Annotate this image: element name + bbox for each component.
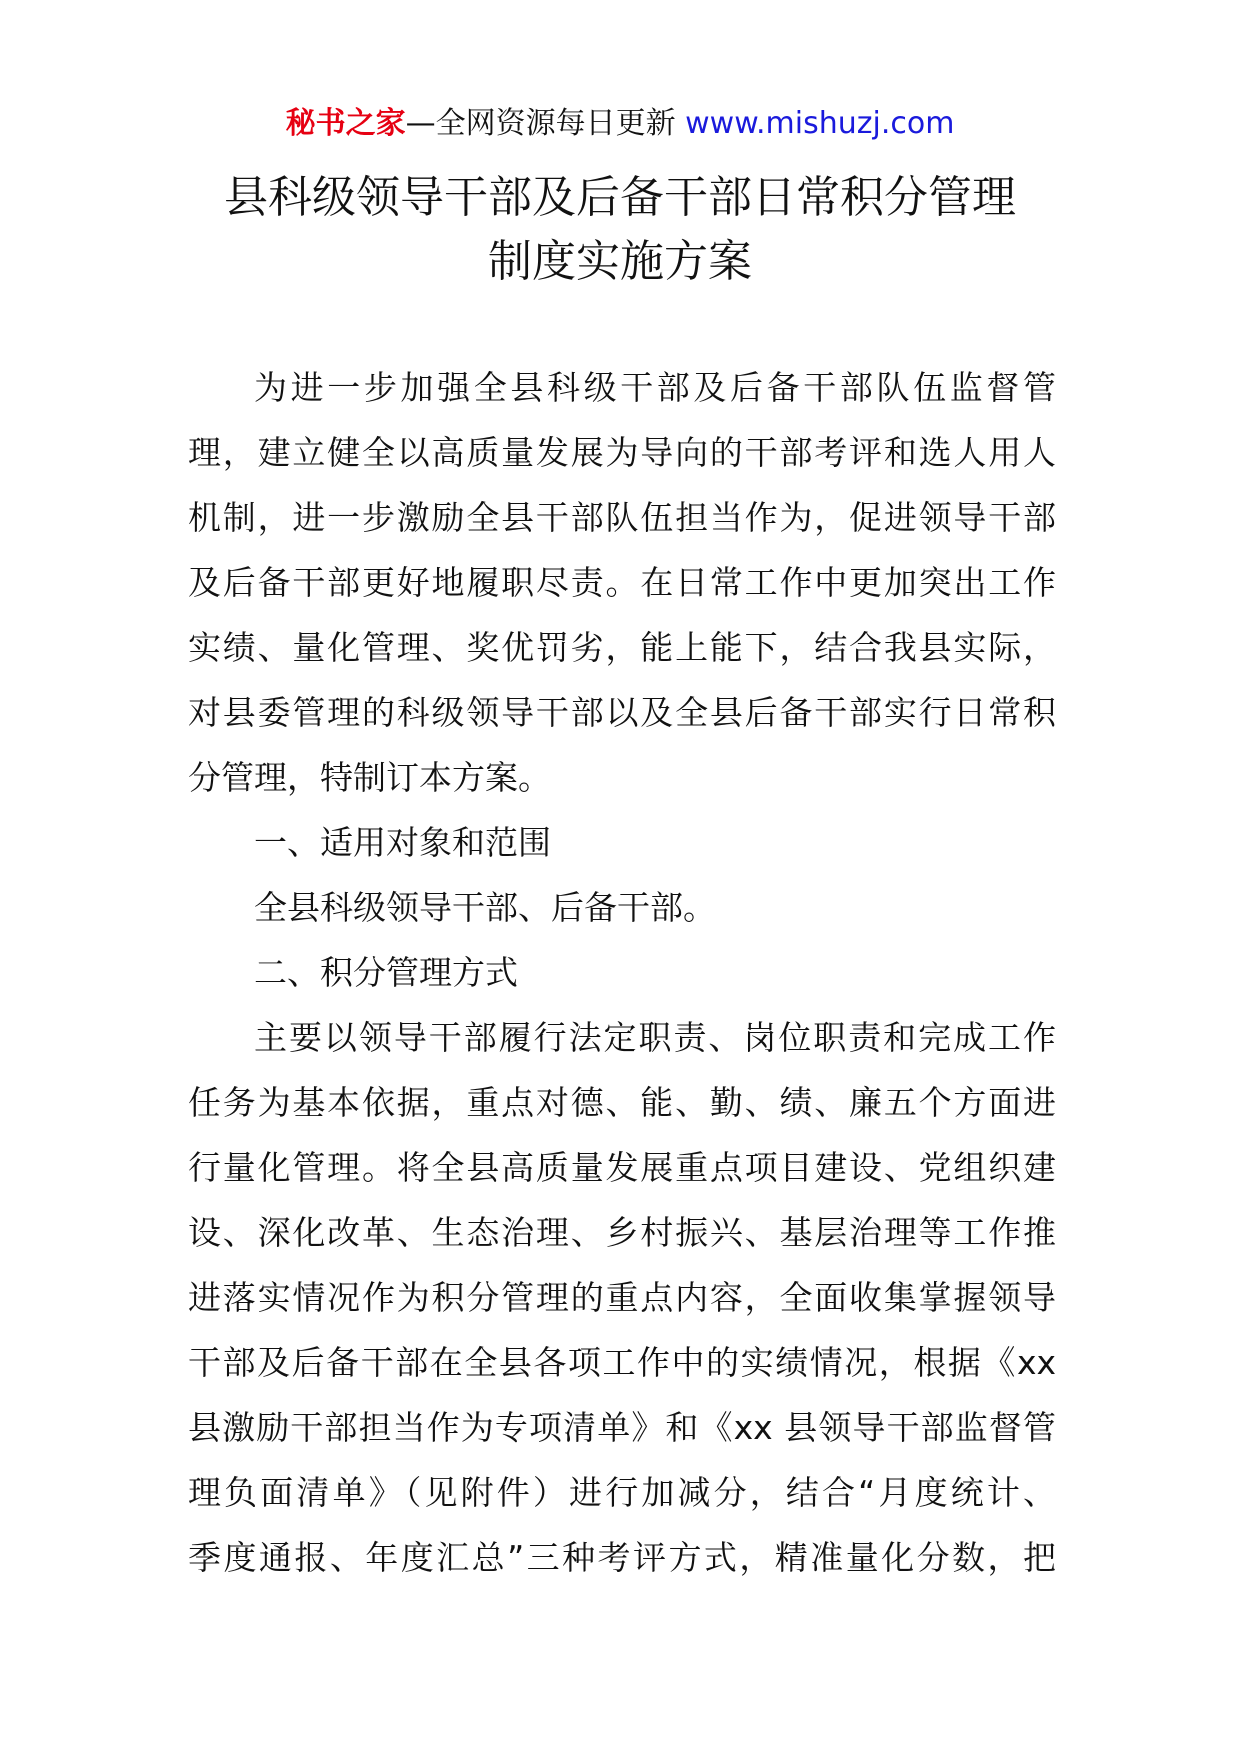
body-line: 实绩、量化管理、奖优罚劣，能上能下，结合我县实际， (188, 628, 1056, 667)
brand-name: 秘书之家 (285, 106, 406, 141)
title-line-1: 县科级领导干部及后备干部日常积分管理 (224, 172, 1016, 223)
section-heading-2: 二、积分管理方式 (254, 953, 518, 992)
body-line: 理负面清单》（见附件）进行加减分，结合“月度统计、 (188, 1473, 1056, 1512)
body-line: 理，建立健全以高质量发展为导向的干部考评和选人用人 (188, 433, 1056, 472)
body-line: 干部及后备干部在全县各项工作中的实绩情况，根据《xx (188, 1343, 1056, 1382)
body-line: 季度通报、年度汇总”三种考评方式，精准量化分数，把 (188, 1538, 1056, 1577)
title-line-2: 制度实施方案 (488, 236, 752, 287)
body-line: 分管理，特制订本方案。 (188, 758, 551, 797)
body-line: 行量化管理。将全县高质量发展重点项目建设、党组织建 (188, 1148, 1056, 1187)
body-line: 任务为基本依据，重点对德、能、勤、绩、廉五个方面进 (188, 1083, 1056, 1122)
body-line: 进落实情况作为积分管理的重点内容，全面收集掌握领导 (188, 1278, 1056, 1317)
body-line: 机制，进一步激励全县干部队伍担当作为，促进领导干部 (188, 498, 1056, 537)
website-link[interactable]: www.mishuzj.com (685, 106, 955, 141)
document-body (188, 355, 1056, 1590)
document-title (0, 166, 1240, 294)
header-banner (0, 104, 1240, 144)
body-line: 县激励干部担当作为专项清单》和《xx 县领导干部监督管 (188, 1408, 1056, 1447)
body-line: 为进一步加强全县科级干部及后备干部队伍监督管 (254, 368, 1056, 407)
body-line: 主要以领导干部履行法定职责、岗位职责和完成工作 (254, 1018, 1056, 1057)
body-line: 及后备干部更好地履职尽责。在日常工作中更加突出工作 (188, 563, 1056, 602)
body-line: 全县科级领导干部、后备干部。 (254, 888, 716, 927)
body-line: 对县委管理的科级领导干部以及全县后备干部实行日常积 (188, 693, 1056, 732)
header-slogan: —全网资源每日更新 (405, 106, 676, 141)
section-heading-1: 一、适用对象和范围 (254, 823, 551, 862)
body-line: 设、深化改革、生态治理、乡村振兴、基层治理等工作推 (188, 1213, 1056, 1252)
